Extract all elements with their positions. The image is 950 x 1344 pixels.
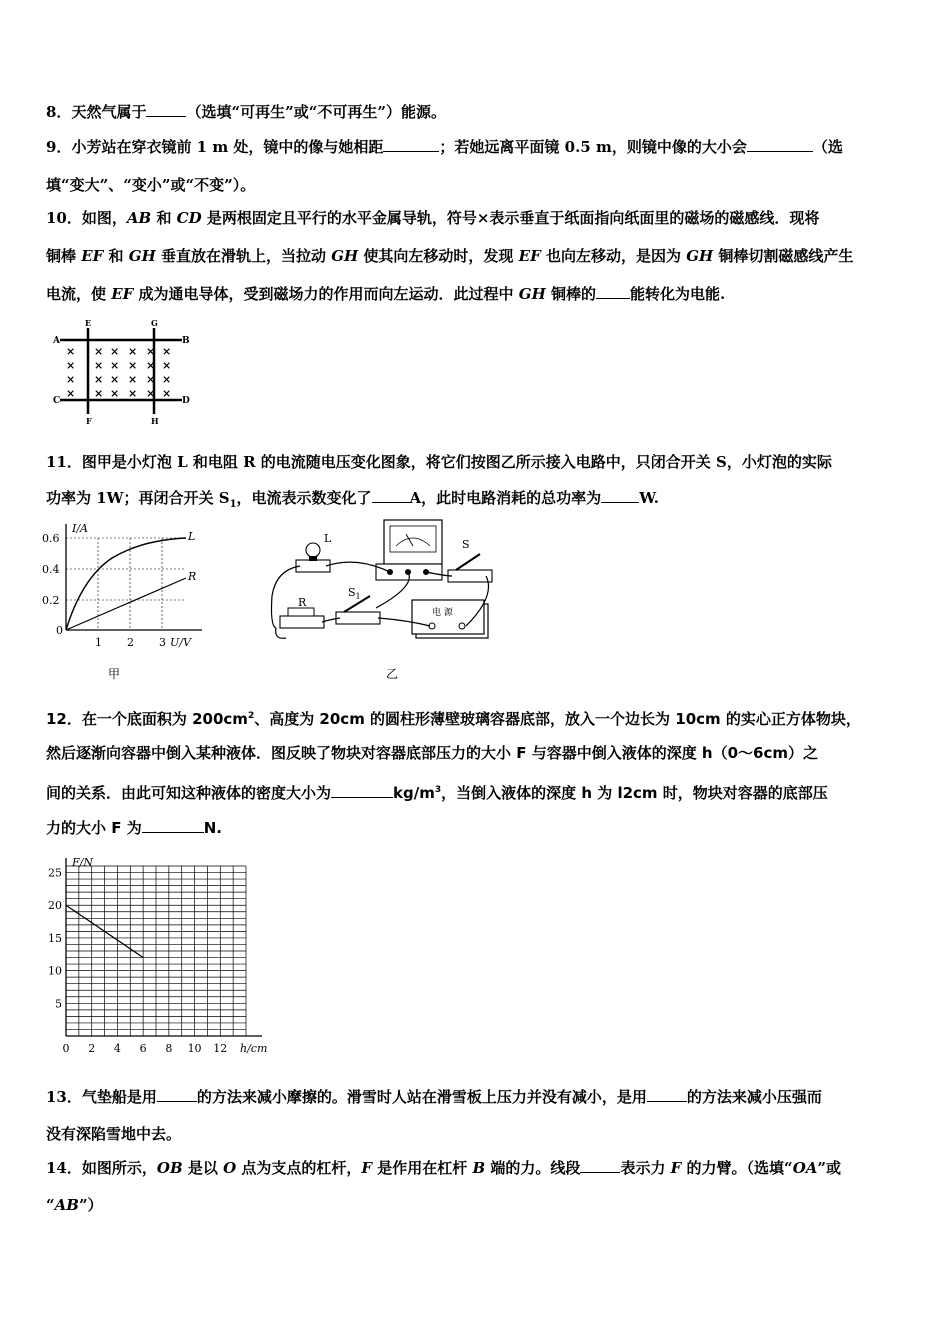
question-number: 14． — [46, 1159, 82, 1177]
question-10-line-2: 铜棒 EF 和 GH 垂直放在滑轨上，当拉动 GH 使其向左移动时，发现 EF 也向左移动，是因为 GH 铜棒切割磁感线产生 — [46, 247, 854, 265]
x-tick-label: 10 — [187, 1042, 202, 1055]
answer-blank[interactable] — [383, 137, 439, 152]
field-cross-mark: × — [128, 373, 138, 386]
rails-magnetic-field-figure — [50, 318, 190, 430]
resistor — [280, 616, 324, 628]
lamp-bulb — [306, 543, 320, 557]
label-d: D — [182, 396, 190, 406]
iu-graph-figure — [42, 518, 212, 686]
lamp-label: L — [324, 532, 332, 545]
answer-blank[interactable] — [647, 1087, 687, 1102]
field-cross-mark: × — [66, 359, 76, 372]
resistor-label: R — [298, 596, 307, 609]
switch-s-label: S — [462, 538, 470, 551]
answer-blank[interactable] — [580, 1158, 620, 1173]
x-tick-label: 4 — [113, 1042, 121, 1055]
field-cross-mark: × — [146, 373, 156, 386]
field-cross-mark: × — [66, 373, 76, 386]
label-f: F — [86, 416, 92, 426]
force-depth-chart — [40, 852, 280, 1062]
y-axis-label: F/N — [72, 856, 93, 869]
field-cross-mark: × — [110, 373, 120, 386]
question-12-line-4: 力的大小 F 为 N. — [46, 819, 222, 837]
field-cross-mark: × — [94, 345, 104, 358]
question-number: 12． — [46, 710, 82, 728]
label-e: E — [85, 318, 92, 328]
question-number: 13． — [46, 1088, 82, 1106]
y-tick: 0 — [56, 624, 63, 637]
y-tick-labels — [48, 867, 62, 1011]
label-b: B — [182, 336, 190, 346]
field-cross-mark: × — [110, 359, 120, 372]
graph-grid — [66, 538, 186, 630]
magnetic-field-crosses — [66, 345, 171, 400]
switch-s — [448, 570, 492, 582]
question-12: 12．在一个底面积为 $200cm^2$、高度为 20cm 的圆柱形薄壁玻璃容器底部，放入一个边长为 10cm 的实心正方体物块， — [46, 710, 861, 728]
x-tick-label: 0 — [62, 1042, 70, 1055]
question-10-line-3: 电流，使 EF 成为通电导体，受到磁场力的作用而向左运动．此过程中 GH 铜棒的 能转化为电能. — [46, 285, 726, 303]
battery-label: 电 源 — [432, 608, 453, 618]
answer-blank[interactable] — [747, 137, 813, 152]
x-tick: 1 — [95, 636, 102, 649]
question-8: 8．天然气属于 （选填“可再生”或“不可再生”）能源。 — [46, 103, 446, 121]
label-g: G — [151, 318, 158, 328]
field-cross-mark: × — [128, 387, 138, 400]
question-number: 11． — [46, 453, 82, 471]
question-12-line-2: 然后逐渐向容器中倒入某种液体．图反映了物块对容器底部压力的大小 F 与容器中倒入液体的深度 h（0～6cm）之 — [46, 744, 818, 762]
answer-blank[interactable] — [142, 818, 204, 833]
x-tick: 3 — [159, 636, 166, 649]
x-tick-label: 12 — [213, 1042, 228, 1055]
answer-blank[interactable] — [146, 102, 186, 117]
answer-blank[interactable] — [157, 1087, 197, 1102]
y-tick-label: 10 — [48, 964, 62, 978]
field-cross-mark: × — [110, 345, 120, 358]
chart-grid — [66, 866, 246, 1036]
label-c: C — [53, 396, 61, 406]
field-cross-mark: × — [146, 345, 156, 358]
line-r — [66, 578, 186, 630]
answer-blank[interactable] — [596, 284, 630, 299]
x-tick-labels — [63, 1042, 228, 1055]
x-tick: 2 — [127, 636, 134, 649]
x-tick-label: 6 — [139, 1042, 147, 1055]
y-tick: 0.6 — [42, 532, 60, 545]
field-cross-mark: × — [162, 373, 172, 386]
lamp-holder — [296, 560, 330, 572]
question-12-line-3: 间的关系．由此可知这种液体的密度大小为 $kg/m^3$，当倒入液体的深度 h 为 l2cm 时，物块对容器的底部压 — [46, 784, 828, 802]
ammeter-dial — [390, 526, 436, 552]
switch-s1-label: $S_1$ — [348, 586, 361, 601]
figure-caption: 甲 — [108, 667, 121, 681]
label-h: H — [151, 416, 159, 426]
curve-l — [66, 538, 186, 630]
x-axis-label: h/cm — [240, 1042, 268, 1055]
question-14-line-2: “AB”） — [46, 1196, 103, 1214]
answer-blank[interactable] — [601, 488, 639, 503]
question-number: 10． — [46, 209, 82, 227]
y-tick: 0.2 — [42, 594, 60, 607]
question-13: 13．气垫船是用 的方法来减小摩擦的。滑雪时人站在滑雪板上压力并没有减小，是用 的方法来减小压强而 — [46, 1088, 822, 1106]
switch-s1 — [336, 612, 380, 624]
question-11: 11．图甲是小灯泡 L 和电阻 R 的电流随电压变化图象，将它们按图乙所示接入电路中，只闭合开关 S，小灯泡的实际 — [46, 453, 832, 471]
question-number: 9． — [46, 138, 72, 156]
line-r-label: R — [188, 570, 197, 583]
field-cross-mark: × — [162, 345, 172, 358]
field-cross-mark: × — [128, 345, 138, 358]
circuit-figure — [266, 516, 496, 686]
question-11-line-2: 功率为 1W；再闭合开关 $S_1$，电流表示数变化了 A，此时电路消耗的总功率为 W. — [46, 489, 659, 510]
y-axis-label: I/A — [72, 522, 88, 535]
question-10: 10．如图，AB 和 CD 是两根固定且平行的水平金属导轨，符号×表示垂直于纸面指向纸面里的磁场的磁感线．现将 — [46, 209, 820, 227]
field-cross-mark: × — [162, 387, 172, 400]
question-14: 14．如图所示，OB 是以 O 点为支点的杠杆，F 是作用在杠杆 B 端的力。线段 表示力 F 的力臂。（选填“OA”或 — [46, 1159, 842, 1177]
answer-blank[interactable] — [372, 488, 410, 503]
field-cross-mark: × — [162, 359, 172, 372]
x-axis-label: U/V — [170, 636, 191, 649]
question-9: 9．小芳站在穿衣镜前 1 m 处，镜中的像与她相距 ；若她远离平面镜 0.5 m，则镜中像的大小会 （选 — [46, 138, 843, 156]
figure-caption: 乙 — [386, 667, 399, 681]
answer-blank[interactable] — [331, 783, 393, 798]
question-number: 8． — [46, 103, 72, 121]
x-tick-label: 2 — [88, 1042, 96, 1055]
y-tick: 0.4 — [42, 563, 60, 576]
y-tick-label: 15 — [48, 931, 62, 945]
field-cross-mark: × — [146, 359, 156, 372]
field-cross-mark: × — [94, 373, 104, 386]
field-cross-mark: × — [66, 345, 76, 358]
field-cross-mark: × — [146, 387, 156, 400]
label-a: A — [53, 336, 60, 346]
field-cross-mark: × — [128, 359, 138, 372]
field-cross-mark: × — [110, 387, 120, 400]
curve-l-label: L — [188, 530, 196, 543]
question-9-line-2: 填“变大”、“变小”或“不变”）。 — [46, 176, 256, 194]
field-cross-mark: × — [66, 387, 76, 400]
y-tick-label: 20 — [48, 899, 62, 913]
x-tick-label: 8 — [165, 1042, 173, 1055]
question-13-line-2: 没有深陷雪地中去。 — [46, 1125, 182, 1143]
y-tick-label: 5 — [55, 997, 62, 1011]
field-cross-mark: × — [94, 359, 104, 372]
y-tick-label: 25 — [48, 866, 62, 880]
field-cross-mark: × — [94, 387, 104, 400]
